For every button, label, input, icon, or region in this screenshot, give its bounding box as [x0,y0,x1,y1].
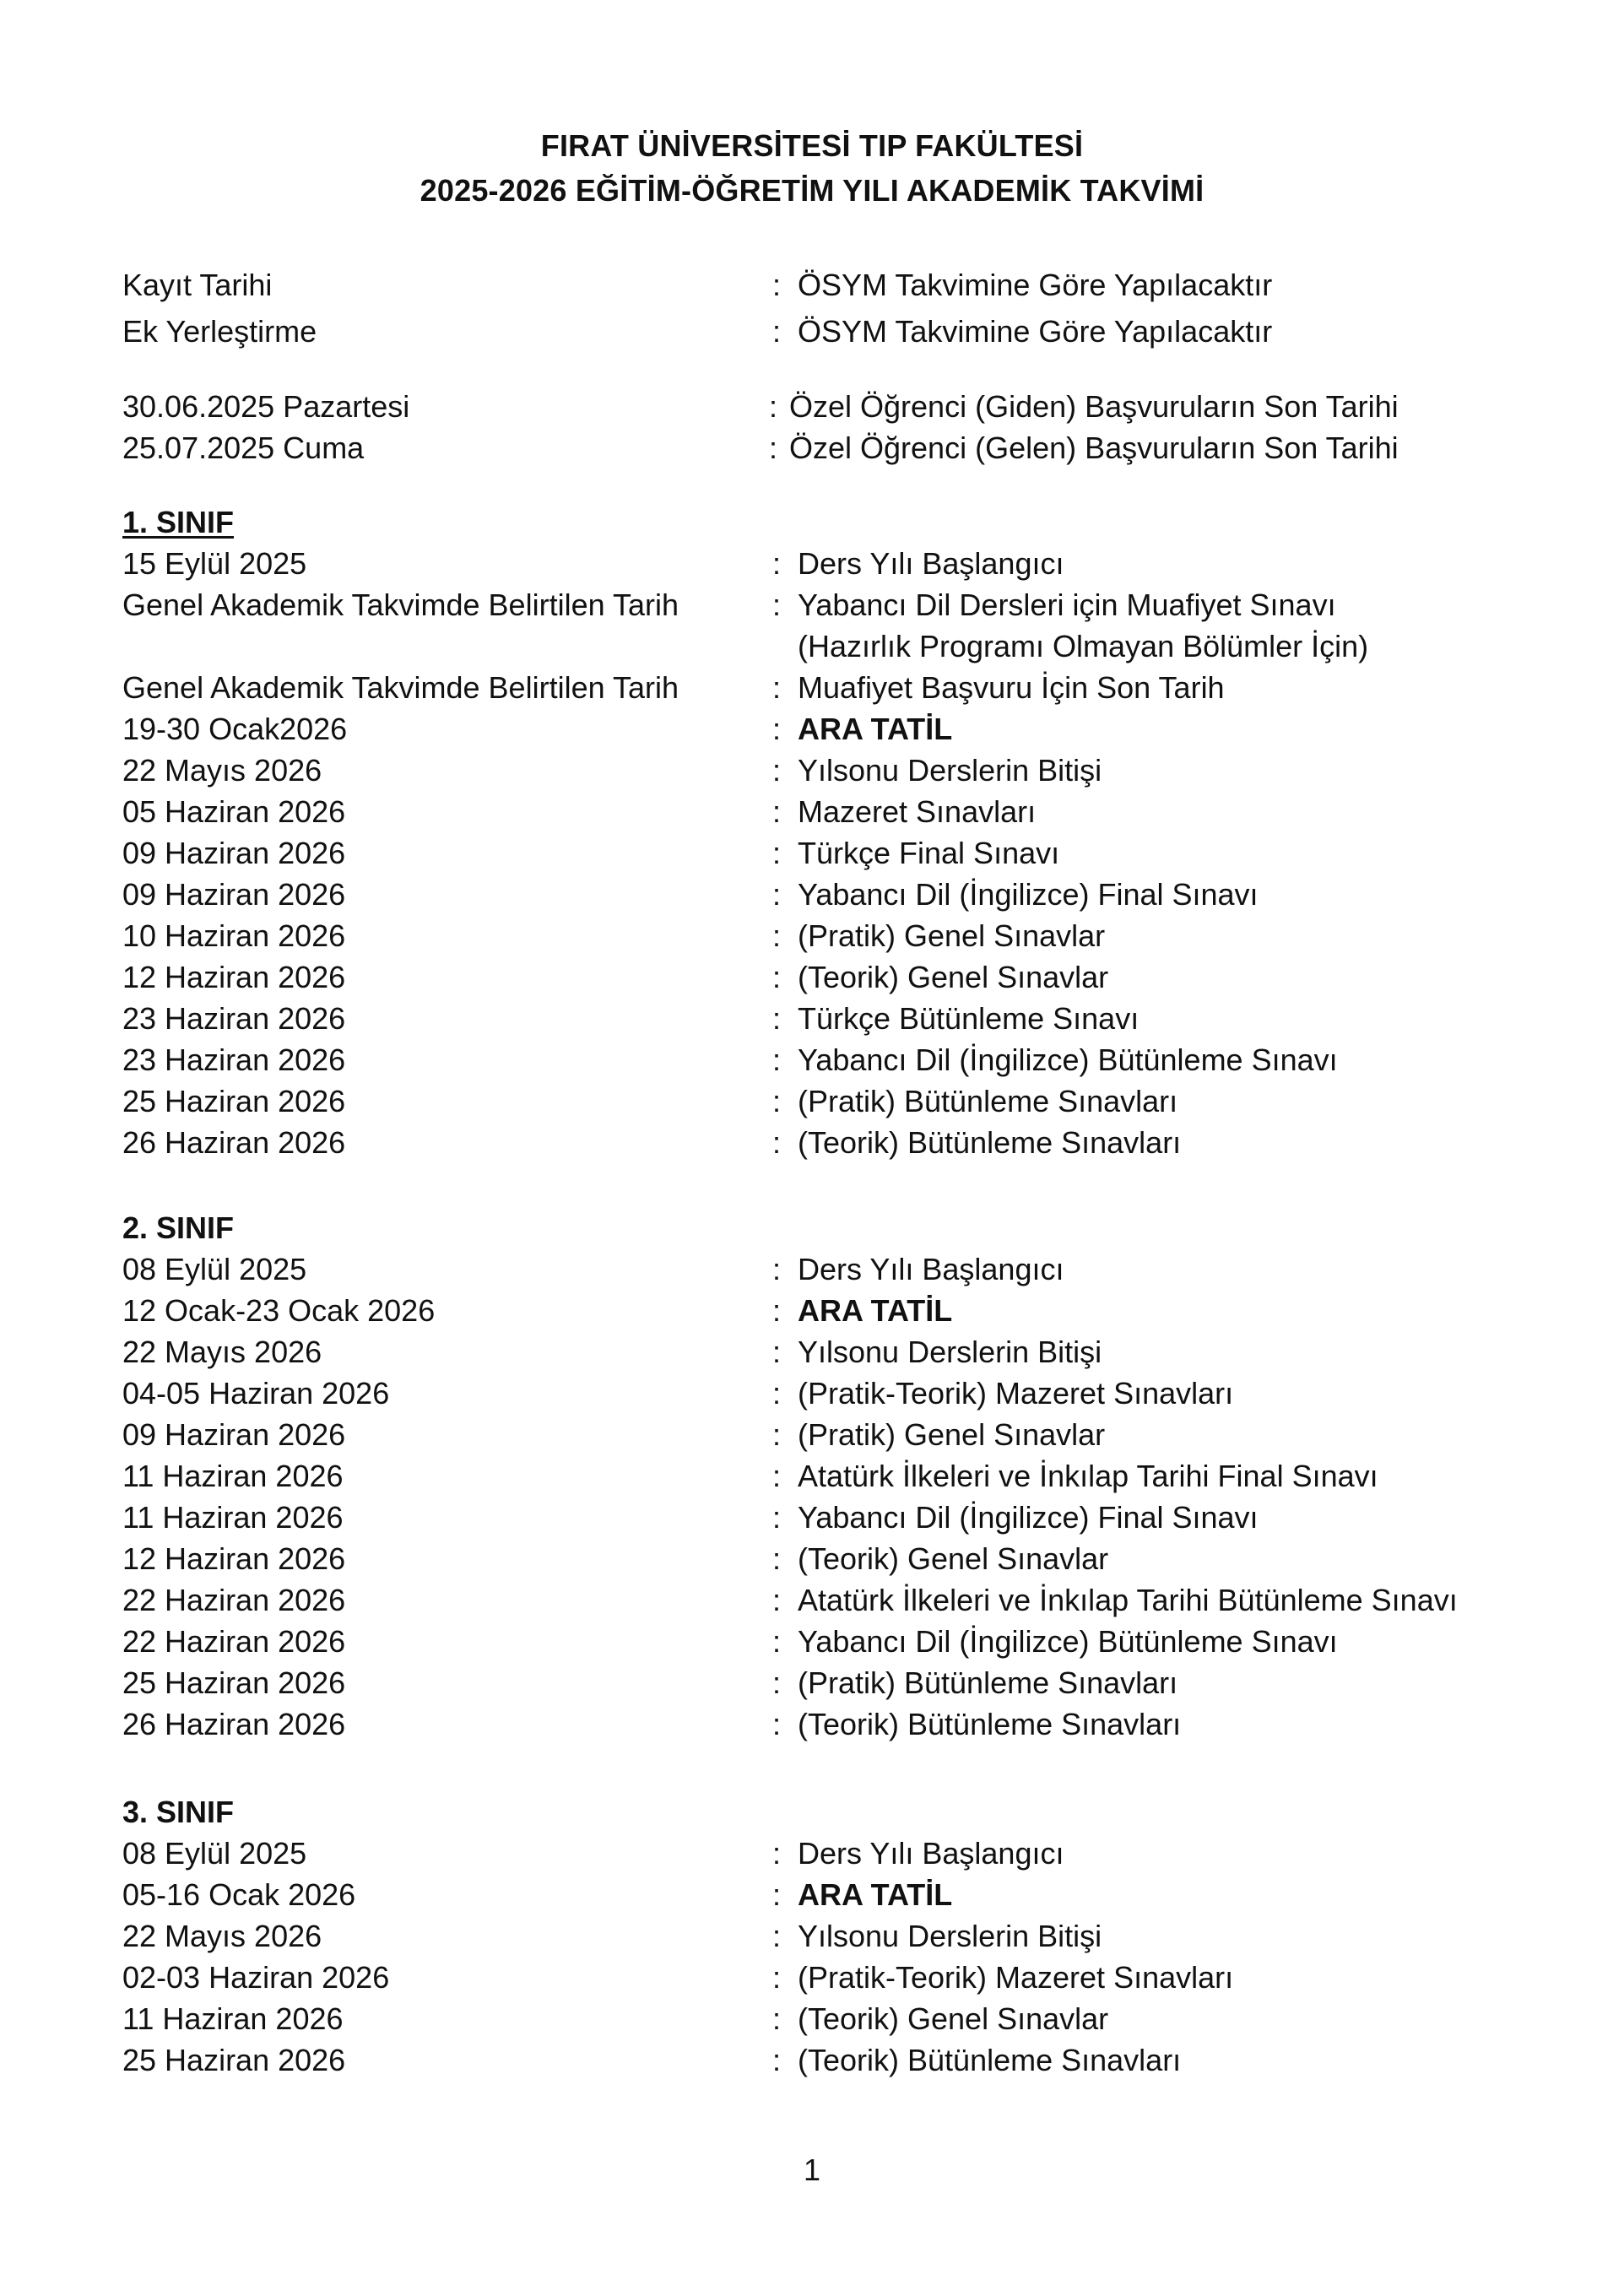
row-colon: : [772,960,782,994]
schedule-row [122,1497,1557,1538]
row-colon: : [772,1084,782,1118]
row-date: 08 Eylül 2025 [122,1252,307,1286]
row-event: (Teorik) Genel Sınavlar [798,960,1109,994]
row-date: 26 Haziran 2026 [122,1125,346,1160]
schedule-row [122,1621,1557,1662]
row-colon: : [772,1376,782,1411]
row-event: (Pratik) Bütünleme Sınavları [798,1084,1178,1118]
row-label: 30.06.2025 Pazartesi [122,389,410,424]
row-colon: : [772,670,782,705]
row-event: Atatürk İlkeleri ve İnkılap Tarihi Final Sınavı [798,1459,1378,1493]
row-label: Kayıt Tarihi [122,268,273,302]
row-event: Ders Yılı Başlangıcı [798,1252,1064,1286]
schedule-row [122,1998,1557,2039]
schedule-row [122,1248,1557,1290]
schedule-row [122,708,1557,750]
schedule-row [122,1538,1557,1579]
row-event: (Hazırlık Programı Olmayan Bölümler İçin) [798,629,1369,663]
row-date: 25 Haziran 2026 [122,2043,346,2077]
row-date: 22 Mayıs 2026 [122,1335,322,1369]
section-heading-3: 3. SINIF [122,1795,235,1829]
row-date: 04-05 Haziran 2026 [122,1376,390,1411]
row-date: 25 Haziran 2026 [122,1665,346,1700]
row-date: 12 Haziran 2026 [122,1541,346,1576]
row-event: (Pratik-Teorik) Mazeret Sınavları [798,1960,1234,1995]
row-event: (Pratik-Teorik) Mazeret Sınavları [798,1376,1234,1411]
row-colon: : [769,430,778,465]
schedule-row [122,1957,1557,1998]
row-date: 22 Mayıs 2026 [122,1919,322,1953]
schedule-row [122,1874,1557,1915]
row-colon: : [772,1001,782,1036]
row-event: Yabancı Dil (İngilizce) Final Sınavı [798,877,1259,912]
row-colon: : [769,389,778,424]
row-colon: : [772,712,782,746]
row-colon: : [772,1919,782,1953]
row-value: Özel Öğrenci (Giden) Başvuruların Son Tarihi [789,389,1399,424]
row-date: Genel Akademik Takvimde Belirtilen Tarih [122,588,679,622]
row-event: Yabancı Dil (İngilizce) Bütünleme Sınavı [798,1624,1338,1659]
row-colon: : [772,546,782,581]
row-label: Ek Yerleştirme [122,314,317,349]
row-event: Atatürk İlkeleri ve İnkılap Tarihi Bütünleme Sınavı [798,1583,1458,1617]
section-heading-2: 2. SINIF [122,1210,235,1245]
schedule-row [122,750,1557,791]
schedule-row [122,1039,1557,1080]
row-event: (Teorik) Genel Sınavlar [798,2001,1109,2036]
row-event: (Teorik) Genel Sınavlar [798,1541,1109,1576]
row-colon: : [772,1707,782,1741]
row-event: Türkçe Final Sınavı [798,836,1060,870]
schedule-row [122,915,1557,956]
row-colon: : [772,588,782,622]
row-date: 08 Eylül 2025 [122,1836,307,1871]
row-date: 19-30 Ocak2026 [122,712,348,746]
schedule-row [122,956,1557,998]
row-colon: : [772,794,782,829]
general-row [122,264,1557,306]
row-event: (Pratik) Genel Sınavlar [798,918,1106,953]
row-colon: : [772,1541,782,1576]
row-event: (Pratik) Bütünleme Sınavları [798,1665,1178,1700]
row-colon: : [772,1293,782,1328]
row-date: 22 Haziran 2026 [122,1583,346,1617]
row-colon: : [772,268,782,302]
section-heading-1: 1. SINIF [122,505,235,539]
row-event: Mazeret Sınavları [798,794,1037,829]
row-colon: : [772,877,782,912]
row-value: ÖSYM Takvimine Göre Yapılacaktır [798,268,1273,302]
row-date: 22 Mayıs 2026 [122,753,322,788]
page-number: 1 [803,2152,821,2187]
schedule-row [122,1414,1557,1455]
row-colon: : [772,1583,782,1617]
row-colon: : [772,1125,782,1160]
row-value: ÖSYM Takvimine Göre Yapılacaktır [798,314,1273,349]
row-event: Ders Yılı Başlangıcı [798,546,1064,581]
row-event: Türkçe Bütünleme Sınavı [798,1001,1140,1036]
row-colon: : [772,2043,782,2077]
row-event: Yabancı Dil Dersleri için Muafiyet Sınavı [798,588,1336,622]
row-value: Özel Öğrenci (Gelen) Başvuruların Son Tarihi [789,430,1399,465]
row-colon: : [772,918,782,953]
row-date: 11 Haziran 2026 [122,1459,344,1493]
row-event: (Teorik) Bütünleme Sınavları [798,1125,1182,1160]
row-event: Muafiyet Başvuru İçin Son Tarih [798,670,1225,705]
row-event: ARA TATİL [798,1877,953,1912]
row-event: Yabancı Dil (İngilizce) Final Sınavı [798,1500,1259,1535]
row-colon: : [772,1624,782,1659]
row-event: Yabancı Dil (İngilizce) Bütünleme Sınavı [798,1042,1338,1077]
row-date: 25 Haziran 2026 [122,1084,346,1118]
row-event: Yılsonu Derslerin Bitişi [798,1919,1102,1953]
row-event: Yılsonu Derslerin Bitişi [798,1335,1102,1369]
schedule-row [122,1455,1557,1497]
row-date: 09 Haziran 2026 [122,836,346,870]
schedule-row [122,1915,1557,1957]
row-date: 05-16 Ocak 2026 [122,1877,356,1912]
schedule-row [122,1290,1557,1331]
schedule-row [122,791,1557,832]
schedule-row [122,584,1557,625]
schedule-row [122,667,1557,708]
row-date: 11 Haziran 2026 [122,1500,344,1535]
row-colon: : [772,1836,782,1871]
special-row [122,427,1557,468]
row-colon: : [772,1665,782,1700]
row-date: 12 Ocak-23 Ocak 2026 [122,1293,436,1328]
row-event: (Teorik) Bütünleme Sınavları [798,1707,1182,1741]
row-colon: : [772,314,782,349]
schedule-row [122,2039,1557,2081]
schedule-row [122,1331,1557,1373]
row-colon: : [772,753,782,788]
row-date: 22 Haziran 2026 [122,1624,346,1659]
row-colon: : [772,1459,782,1493]
row-date: 26 Haziran 2026 [122,1707,346,1741]
row-event: ARA TATİL [798,1293,953,1328]
schedule-row [122,998,1557,1039]
row-date: 11 Haziran 2026 [122,2001,344,2036]
schedule-row [122,625,1557,667]
row-label: 25.07.2025 Cuma [122,430,365,465]
document-title: FIRAT ÜNİVERSİTESİ TIP FAKÜLTESİ [540,128,1084,163]
row-colon: : [772,1500,782,1535]
row-colon: : [772,1417,782,1452]
schedule-row [122,1833,1557,1874]
row-date: 09 Haziran 2026 [122,1417,346,1452]
row-date: Genel Akademik Takvimde Belirtilen Tarih [122,670,679,705]
row-colon: : [772,1252,782,1286]
row-date: 23 Haziran 2026 [122,1001,346,1036]
schedule-row [122,1703,1557,1745]
row-date: 23 Haziran 2026 [122,1042,346,1077]
row-event: (Pratik) Genel Sınavlar [798,1417,1106,1452]
schedule-row [122,1579,1557,1621]
row-date: 10 Haziran 2026 [122,918,346,953]
schedule-row [122,874,1557,915]
row-colon: : [772,1042,782,1077]
row-event: (Teorik) Bütünleme Sınavları [798,2043,1182,2077]
special-row [122,386,1557,427]
general-row [122,311,1557,352]
row-date: 12 Haziran 2026 [122,960,346,994]
row-date: 02-03 Haziran 2026 [122,1960,390,1995]
row-date: 09 Haziran 2026 [122,877,346,912]
row-date: 05 Haziran 2026 [122,794,346,829]
row-colon: : [772,836,782,870]
schedule-row [122,1662,1557,1703]
row-colon: : [772,1877,782,1912]
schedule-row [122,1122,1557,1163]
row-event: ARA TATİL [798,712,953,746]
schedule-row [122,1373,1557,1414]
row-event: Ders Yılı Başlangıcı [798,1836,1064,1871]
schedule-row [122,543,1557,584]
row-colon: : [772,2001,782,2036]
row-date: 15 Eylül 2025 [122,546,307,581]
row-colon: : [772,1335,782,1369]
schedule-row [122,832,1557,874]
schedule-row [122,1080,1557,1122]
document-subtitle: 2025-2026 EĞİTİM-ÖĞRETİM YILI AKADEMİK TAKVİMİ [420,173,1204,208]
row-event: Yılsonu Derslerin Bitişi [798,753,1102,788]
row-colon: : [772,1960,782,1995]
